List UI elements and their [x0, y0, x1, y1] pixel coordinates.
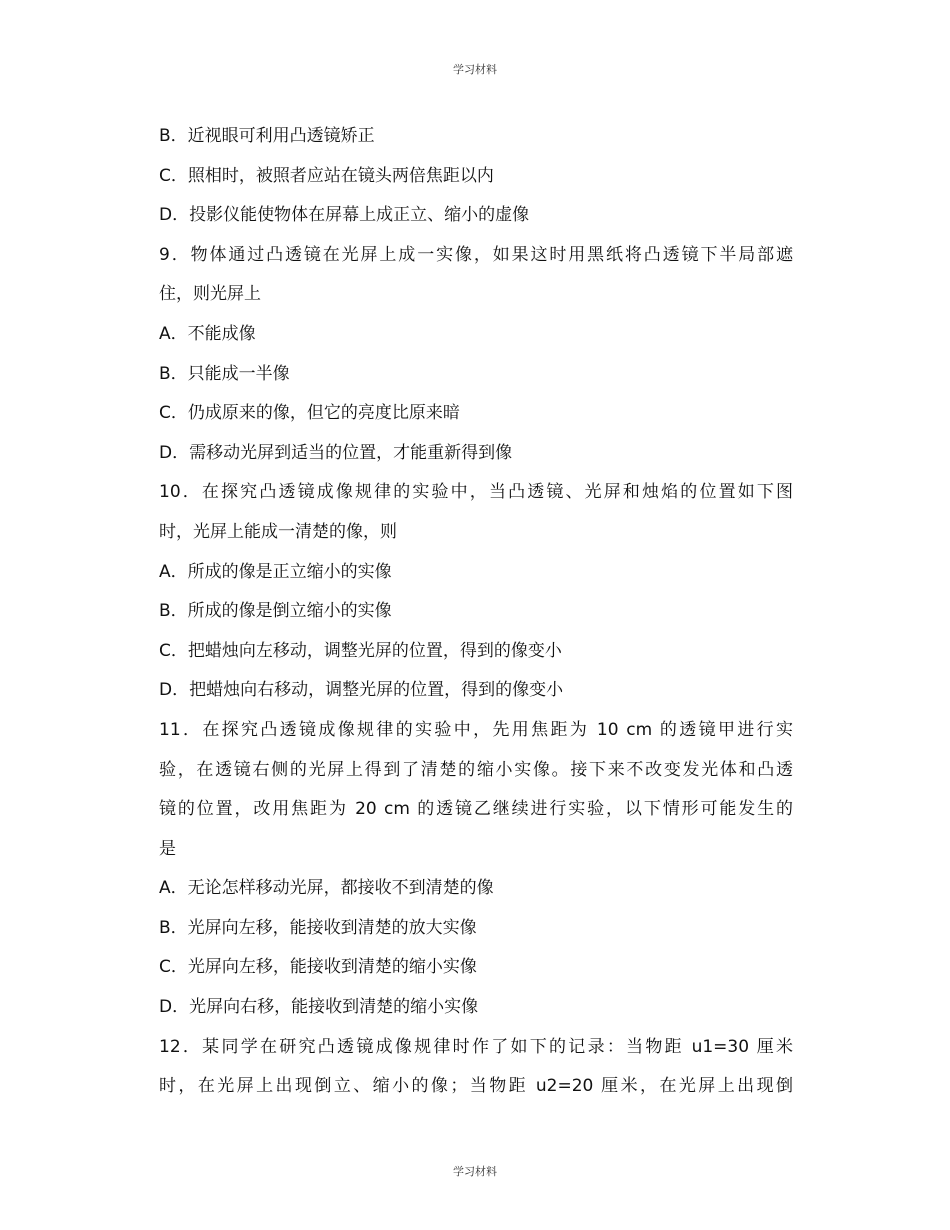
text-line: D．光屏向右移，能接收到清楚的缩小实像	[159, 997, 479, 1018]
text-line: 9．物体通过凸透镜在光屏上成一实像，如果这时用黑纸将凸透镜下半局部遮	[159, 244, 793, 265]
text-line: C．照相时，被照者应站在镜头两倍焦距以内	[159, 165, 494, 186]
text-line: 11．在探究凸透镜成像规律的实验中，先用焦距为 10 cm 的透镜甲进行实	[159, 719, 793, 740]
text-line: A．所成的像是正立缩小的实像	[159, 561, 392, 582]
text-line: 镜的位置，改用焦距为 20 cm 的透镜乙继续进行实验，以下情形可能发生的	[159, 799, 793, 820]
text-line: A．无论怎样移动光屏，都接收不到清楚的像	[159, 878, 494, 899]
text-line: C．光屏向左移，能接收到清楚的缩小实像	[159, 957, 477, 978]
text-line: D．把蜡烛向右移动，调整光屏的位置，得到的像变小	[159, 680, 564, 701]
text-line: 验，在透镜右侧的光屏上得到了清楚的缩小实像。接下来不改变发光体和凸透	[159, 759, 793, 780]
text-line: 10．在探究凸透镜成像规律的实验中，当凸透镜、光屏和烛焰的位置如下图	[159, 482, 793, 503]
text-line: B．只能成一半像	[159, 363, 290, 384]
text-line: 时，在光屏上出现倒立、缩小的像；当物距 u2=20 厘米，在光屏上出现倒	[159, 1076, 793, 1097]
text-line: D．需移动光屏到适当的位置，才能重新得到像	[159, 442, 513, 463]
text-line: B．光屏向左移，能接收到清楚的放大实像	[159, 917, 477, 938]
page-header: 学习材料	[453, 63, 497, 76]
text-line: 是	[159, 838, 176, 859]
page-footer: 学习材料	[453, 1165, 497, 1178]
text-line: B．近视眼可利用凸透镜矫正	[159, 126, 375, 146]
text-line: B．所成的像是倒立缩小的实像	[159, 601, 392, 622]
text-line: 住，则光屏上	[159, 284, 261, 305]
text-line: A．不能成像	[159, 323, 256, 344]
text-line: C．仍成原来的像，但它的亮度比原来暗	[159, 403, 460, 424]
text-line: 时，光屏上能成一清楚的像，则	[159, 521, 397, 542]
text-line: D．投影仪能使物体在屏幕上成正立、缩小的虚像	[159, 205, 530, 226]
document-body	[159, 117, 793, 1107]
text-line: C．把蜡烛向左移动，调整光屏的位置，得到的像变小	[159, 640, 562, 661]
text-line: 12．某同学在研究凸透镜成像规律时作了如下的记录：当物距 u1=30 厘米	[159, 1036, 793, 1057]
